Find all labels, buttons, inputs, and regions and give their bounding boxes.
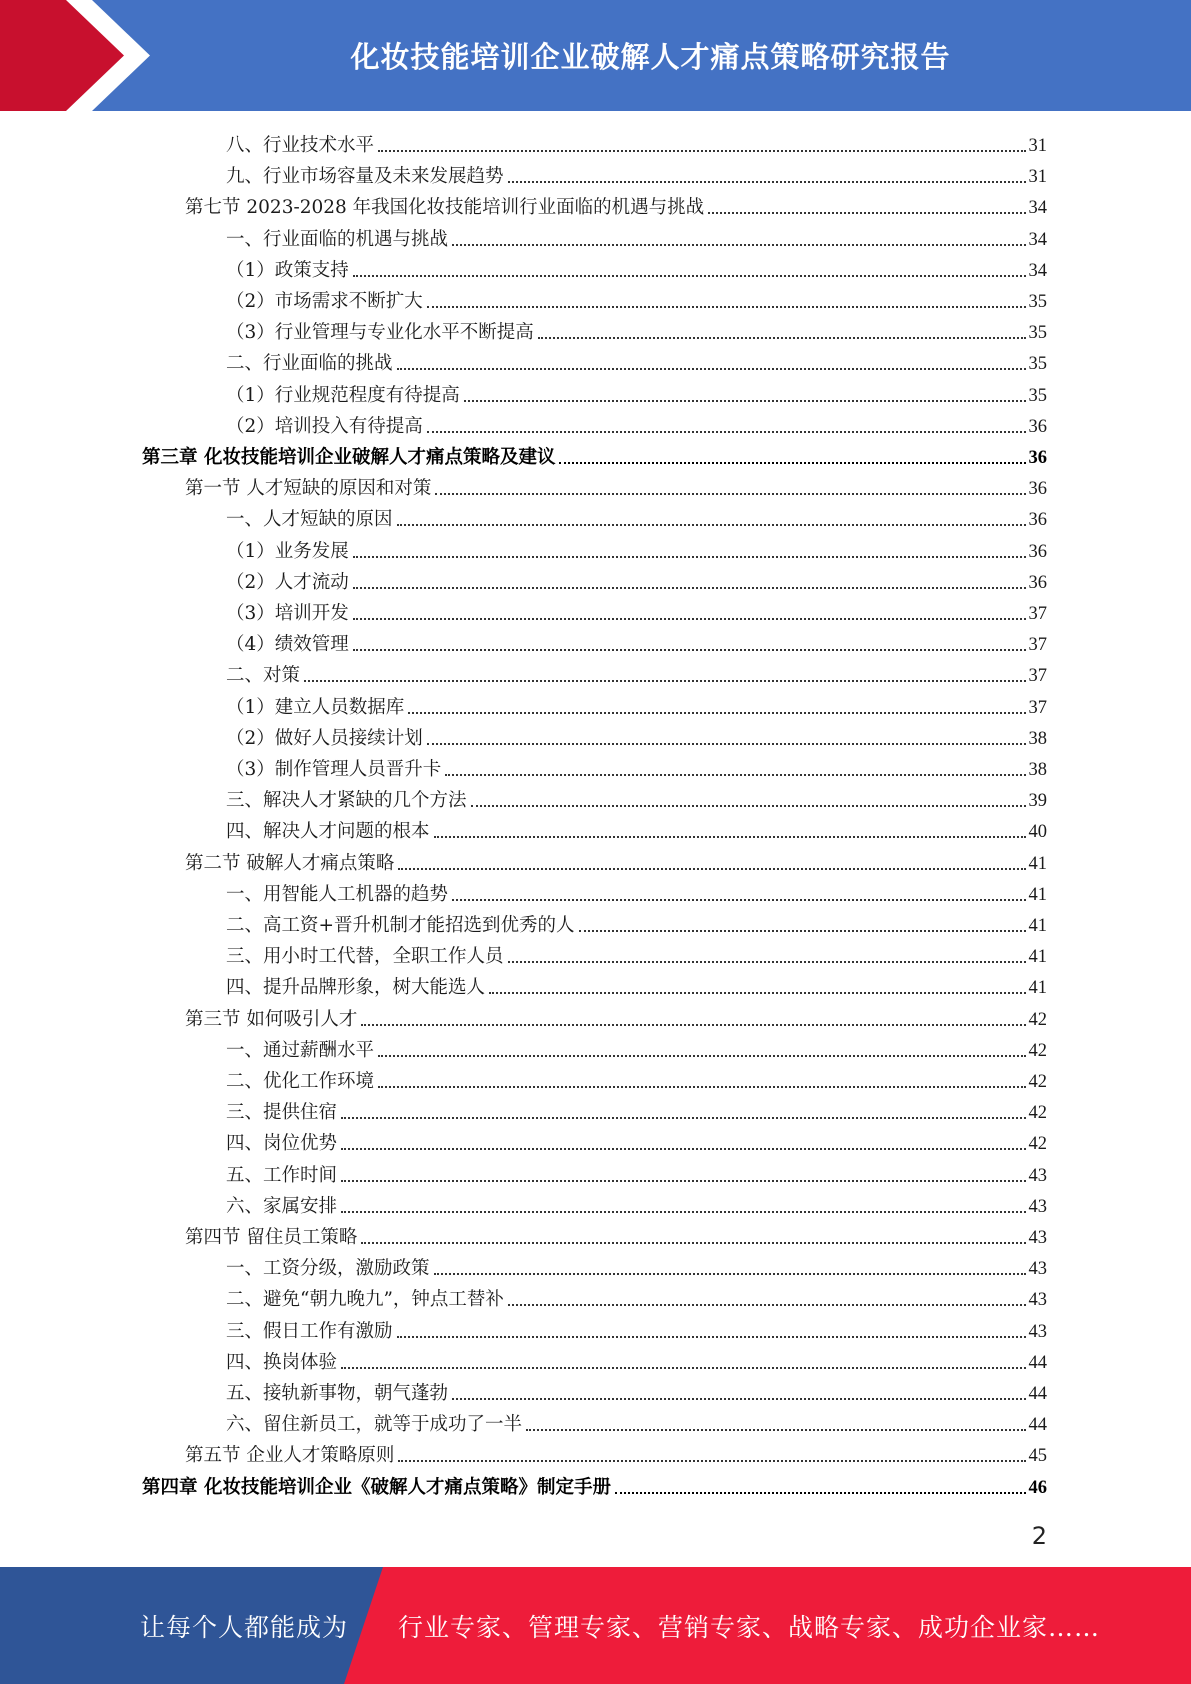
toc-entry-title: 一、行业面临的机遇与挑战 [226,228,449,250]
toc-leader-dots [489,992,1025,994]
toc-entry-page: 38 [1028,728,1047,749]
toc-entry-title: （1）行业规范程度有待提高 [226,384,460,406]
toc-leader-dots [615,1492,1026,1494]
toc-entry-page: 42 [1028,1040,1047,1061]
toc-entry-page: 37 [1028,666,1047,687]
toc-leader-dots [508,1304,1026,1306]
toc-entry[interactable] [226,565,1047,596]
toc-entry-page: 46 [1028,1477,1047,1498]
toc-entry-page: 41 [1028,884,1047,905]
toc-entry-title: 第三节 如何吸引人才 [185,1008,358,1030]
toc-leader-dots [452,244,1025,246]
toc-entry-title: 二、行业面临的挑战 [226,353,393,375]
toc-entry-title: 二、对策 [226,665,301,687]
toc-entry-page: 35 [1028,323,1047,344]
toc-leader-dots [538,337,1026,339]
toc-entry-title: 五、工作时间 [226,1164,338,1186]
toc-entry-page: 42 [1028,1009,1047,1030]
toc-entry[interactable] [142,440,1047,471]
toc-entry-page: 43 [1028,1321,1047,1342]
toc-entry-page: 35 [1028,354,1047,375]
toc-entry[interactable] [226,970,1047,1001]
toc-entry[interactable] [226,1376,1047,1407]
toc-entry[interactable] [185,1002,1047,1033]
toc-leader-dots [341,1211,1025,1213]
toc-entry[interactable] [226,1033,1047,1064]
toc-entry[interactable] [226,783,1047,814]
toc-entry[interactable] [226,908,1047,939]
toc-entry-page: 41 [1028,853,1047,874]
toc-leader-dots [378,1086,1025,1088]
toc-entry-page: 41 [1028,978,1047,999]
toc-entry-title: （2）市场需求不断扩大 [226,291,423,312]
toc-leader-dots [434,836,1026,838]
toc-entry-page: 37 [1028,635,1047,656]
toc-entry-title: （2）人才流动 [226,571,349,593]
toc-leader-dots [378,150,1025,152]
toc-entry-page: 43 [1028,1259,1047,1280]
toc-leader-dots [398,868,1025,870]
report-title: 化妆技能培训企业破解人才痛点策略研究报告 [350,40,951,74]
toc-entry-title: （2）培训投入有待提高 [226,415,423,437]
toc-entry-page: 42 [1028,1103,1047,1124]
toc-entry[interactable] [226,253,1047,284]
toc-entry-title: 第五节 企业人才策略原则 [185,1445,395,1467]
toc-entry[interactable] [226,814,1047,845]
toc-leader-dots [361,1242,1025,1244]
toc-entry-page: 37 [1028,604,1047,624]
toc-entry-page: 42 [1028,1072,1047,1092]
toc-entry[interactable] [185,190,1047,221]
toc-entry-page: 42 [1028,1134,1047,1155]
toc-leader-dots [397,524,1026,526]
toc-entry[interactable] [226,627,1047,658]
toc-entry-title: 一、工资分级，激励政策 [226,1258,430,1280]
toc-leader-dots [353,556,1026,558]
toc-leader-dots [579,930,1026,932]
toc-entry-title: 第七节 2023-2028 年我国化妆技能培训行业面临的机遇与挑战 [185,197,705,219]
toc-leader-dots [361,1024,1025,1026]
toc-entry[interactable] [226,939,1047,970]
toc-entry[interactable] [226,721,1047,752]
toc-entry-title: 四、提升品牌形象，树大能选人 [226,977,486,999]
toc-entry-page: 36 [1028,448,1047,468]
toc-entry-page: 43 [1028,1165,1047,1186]
toc-entry[interactable] [226,159,1047,190]
toc-leader-dots [452,899,1025,901]
toc-entry[interactable] [226,1282,1047,1313]
toc-entry-page: 36 [1028,510,1047,531]
toc-leader-dots [434,1273,1026,1275]
toc-leader-dots [464,400,1026,402]
toc-entry[interactable] [185,1438,1047,1469]
toc-leader-dots [341,1117,1025,1119]
toc-entry-title: 二、避免“朝九晚九”，钟点工替补 [226,1289,504,1311]
toc-entry-page: 36 [1028,416,1047,437]
toc-entry[interactable] [226,1407,1047,1438]
toc-entry-title: 第四章 化妆技能培训企业《破解人才痛点策略》制定手册 [142,1476,611,1498]
toc-leader-dots [341,1180,1025,1182]
toc-leader-dots [452,1398,1025,1400]
toc-entry-page: 36 [1028,541,1047,562]
toc-entry[interactable] [226,409,1047,440]
toc-leader-dots [508,181,1026,183]
toc-entry-title: 六、留住新员工，就等于成功了一半 [226,1414,523,1436]
toc-entry-page: 34 [1028,260,1047,281]
toc-leader-dots [341,1367,1025,1369]
toc-leader-dots [427,743,1026,745]
toc-leader-dots [427,431,1026,433]
toc-entry-page: 38 [1028,760,1047,780]
toc-entry[interactable] [185,1220,1047,1251]
toc-leader-dots [397,368,1026,370]
toc-entry-title: （1）政策支持 [226,259,349,281]
page-number: 2 [1031,1522,1047,1550]
toc-entry-title: 九、行业市场容量及未来发展趋势 [226,166,504,188]
toc-entry-page: 41 [1028,947,1047,968]
toc-leader-dots [408,712,1025,714]
toc-leader-dots [304,680,1025,682]
toc-entry[interactable] [185,846,1047,877]
toc-entry-title: 三、用小时工代替，全职工作人员 [226,946,504,968]
toc-entry[interactable] [226,877,1047,908]
toc-entry[interactable] [226,346,1047,377]
toc-entry[interactable] [226,690,1047,721]
toc-entry[interactable] [226,315,1047,346]
toc-entry[interactable] [226,378,1047,409]
toc-entry-title: 四、岗位优势 [226,1133,338,1155]
toc-entry-title: 二、优化工作环境 [226,1071,375,1092]
toc-leader-dots [708,212,1025,214]
toc-leader-dots [526,1429,1025,1431]
toc-leader-dots [427,306,1026,308]
toc-entry-title: 第四节 留住员工策略 [185,1227,358,1248]
toc-entry-title: 三、假日工作有激励 [226,1320,393,1342]
toc-entry-page: 40 [1028,822,1047,843]
toc-entry[interactable] [226,1345,1047,1376]
toc-entry-title: （1）建立人员数据库 [226,696,405,718]
toc-entry-page: 35 [1028,385,1047,406]
toc-entry-title: 五、接轨新事物，朝气蓬勃 [226,1383,449,1404]
toc-entry-page: 39 [1028,791,1047,812]
toc-entry[interactable] [226,1095,1047,1126]
toc-entry[interactable] [226,1064,1047,1095]
toc-entry-title: （1）业务发展 [226,540,349,562]
toc-entry-page: 43 [1028,1228,1047,1248]
toc-entry-title: （2）做好人员接续计划 [226,727,423,749]
toc-entry-page: 45 [1028,1446,1047,1467]
toc-entry-page: 44 [1028,1415,1047,1436]
footer-band [0,1567,1191,1684]
toc-entry-title: 一、通过薪酬水平 [226,1039,375,1061]
toc-leader-dots [341,1148,1025,1150]
toc-entry[interactable] [185,471,1047,502]
toc-entry-title: 八、行业技术水平 [226,135,375,156]
toc-entry[interactable] [226,502,1047,533]
toc-entry[interactable] [226,1251,1047,1282]
toc-leader-dots [508,961,1026,963]
toc-entry-title: 第二节 破解人才痛点策略 [185,852,395,874]
toc-entry-page: 44 [1028,1384,1047,1404]
toc-entry-title: 第三章 化妆技能培训企业破解人才痛点策略及建议 [142,447,556,468]
toc-entry-title: （3）行业管理与专业化水平不断提高 [226,322,534,344]
toc-leader-dots [353,275,1026,277]
toc-entry-title: 三、解决人才紧缺的几个方法 [226,790,467,812]
toc-leader-dots [353,587,1026,589]
toc-entry[interactable] [226,284,1047,315]
toc-leader-dots [445,774,1025,776]
toc-entry-title: 一、用智能人工机器的趋势 [226,883,449,905]
toc-entry-title: （4）绩效管理 [226,634,349,656]
toc-entry[interactable] [226,752,1047,783]
toc-leader-dots [471,805,1026,807]
toc-leader-dots [435,493,1025,495]
toc-leader-dots [353,649,1026,651]
toc-entry[interactable] [142,1470,1047,1501]
footer-slogan-right: 行业专家、管理专家、营销专家、战略专家、成功企业家…… [398,1612,1101,1642]
toc-entry-title: 第一节 人才短缺的原因和对策 [185,478,432,500]
toc-entry-page: 36 [1028,479,1047,500]
toc-entry-title: （3）制作管理人员晋升卡 [226,759,442,780]
header-band [0,0,1191,111]
toc-leader-dots [559,462,1025,464]
toc-entry[interactable] [226,596,1047,627]
toc-entry-page: 31 [1028,167,1047,188]
toc-leader-dots [398,1460,1025,1462]
toc-entry[interactable] [226,1314,1047,1345]
footer-slogan-left: 让每个人都能成为 [140,1612,349,1642]
toc-entry[interactable] [226,128,1047,159]
toc-entry-page: 43 [1028,1290,1047,1311]
toc-entry[interactable] [226,658,1047,689]
toc-entry[interactable] [226,222,1047,253]
toc-entry-page: 35 [1028,292,1047,312]
toc-entry-page: 34 [1028,229,1047,250]
toc-entry[interactable] [226,534,1047,565]
toc-entry-page: 43 [1028,1196,1047,1217]
toc-entry-title: 四、换岗体验 [226,1351,338,1373]
toc-entry-page: 41 [1028,916,1047,936]
toc-entry-title: 六、家属安排 [226,1195,338,1217]
toc-leader-dots [353,618,1026,620]
toc-entry[interactable] [226,1189,1047,1220]
toc-entry-title: 一、人才短缺的原因 [226,509,393,531]
toc-entry-page: 44 [1028,1352,1047,1373]
toc-entry-title: 三、提供住宿 [226,1102,338,1124]
toc-entry-title: （3）培训开发 [226,603,349,624]
toc-entry-title: 二、高工资+晋升机制才能招选到优秀的人 [226,915,575,936]
toc-entry[interactable] [226,1126,1047,1157]
toc-entry-page: 31 [1028,136,1047,156]
toc-entry-page: 34 [1028,198,1047,219]
toc-entry[interactable] [226,1158,1047,1189]
toc-entry-title: 四、解决人才问题的根本 [226,821,430,843]
toc-entry-page: 36 [1028,572,1047,593]
toc-leader-dots [397,1336,1026,1338]
toc-entry-page: 37 [1028,697,1047,718]
toc-leader-dots [378,1055,1025,1057]
